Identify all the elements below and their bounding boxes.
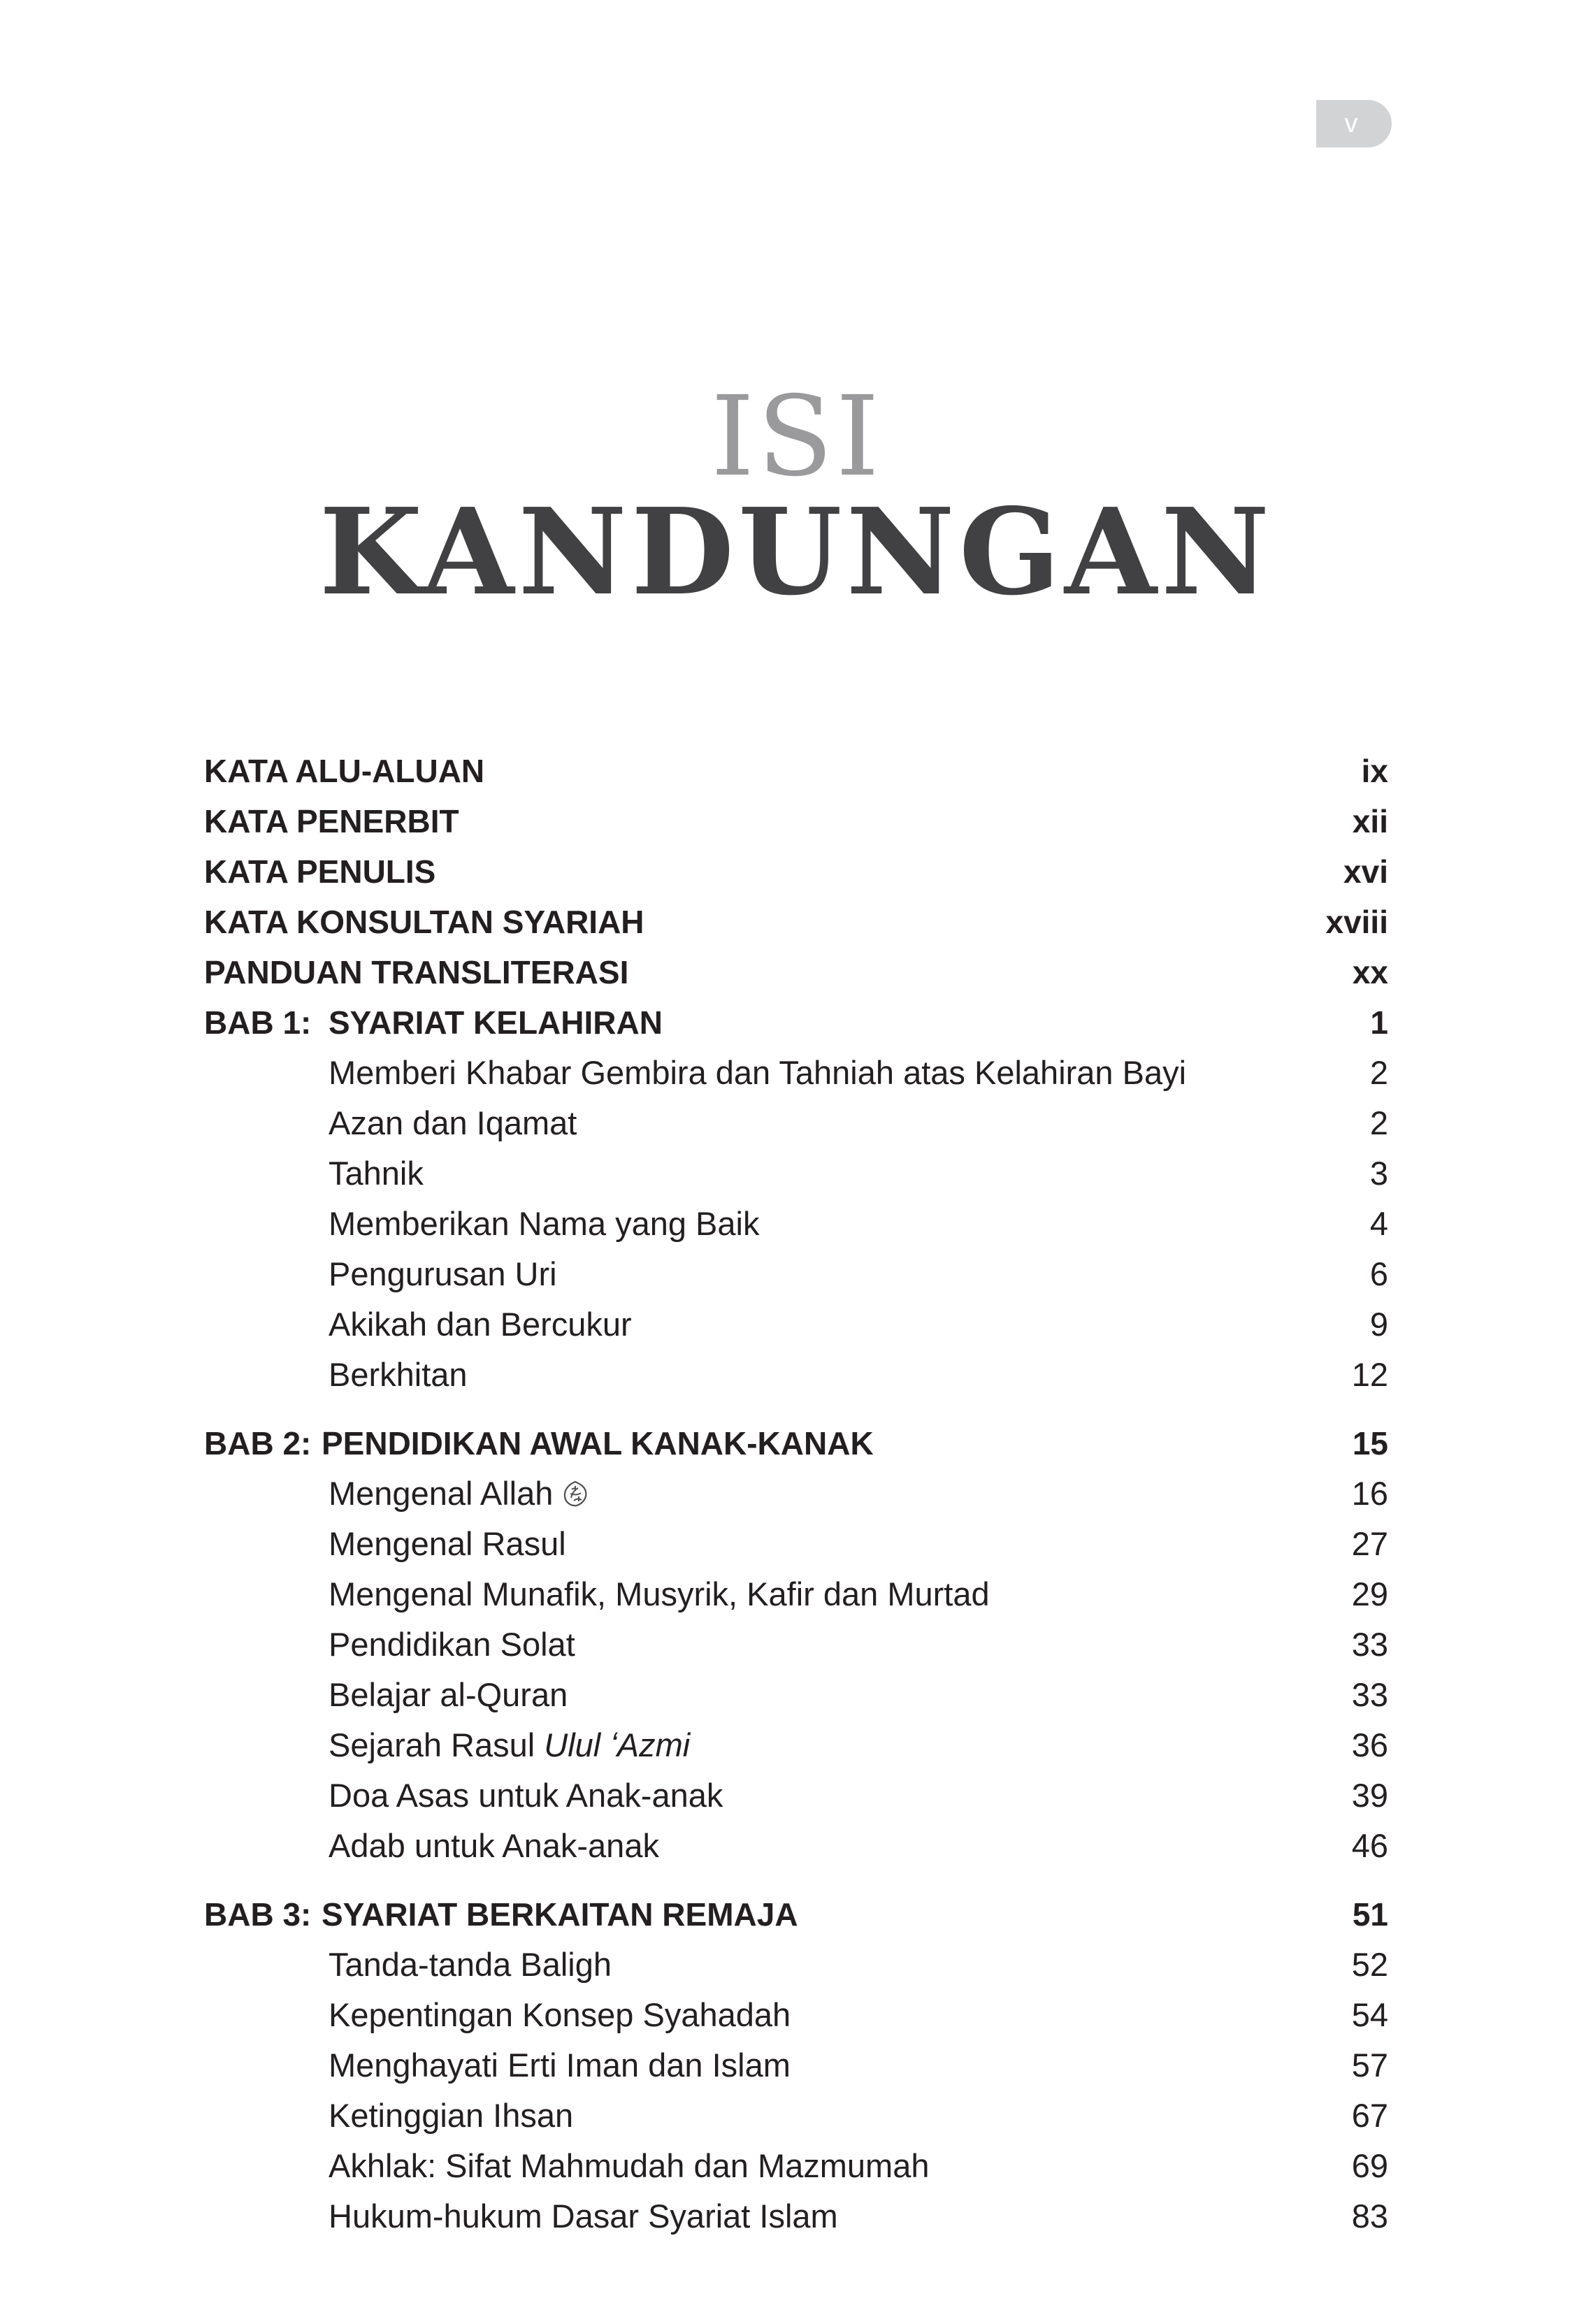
toc-entry-page: ix <box>1361 753 1388 789</box>
toc-section[interactable] <box>204 1770 1388 1821</box>
toc-section[interactable] <box>204 1519 1388 1569</box>
toc-section-label: Berkhitan <box>329 1356 468 1393</box>
toc-section-page: 36 <box>1351 1726 1388 1763</box>
toc-section-page: 69 <box>1351 2147 1388 2184</box>
toc-section[interactable] <box>204 1821 1388 1871</box>
toc-section-page: 9 <box>1369 1306 1388 1343</box>
toc-section-label: Mengenal Rasul <box>329 1525 566 1562</box>
toc-section-label: Pengurusan Uri <box>329 1255 557 1292</box>
toc-section-label: Akhlak: Sifat Mahmudah dan Mazmumah <box>329 2147 930 2184</box>
toc-section[interactable] <box>204 1350 1388 1400</box>
toc-section[interactable] <box>204 1720 1388 1770</box>
toc-entry-label: PANDUAN TRANSLITERASI <box>204 954 629 990</box>
page-title-line1: ISI <box>710 373 883 501</box>
toc-section-label: Belajar al-Quran <box>329 1676 568 1713</box>
chapter-number: BAB 3: <box>204 1896 312 1933</box>
toc-section-page: 12 <box>1351 1356 1388 1393</box>
toc-section-label: Kepentingan Konsep Syahadah <box>329 1996 791 2033</box>
chapter-page: 51 <box>1352 1896 1388 1933</box>
chapter-number: BAB 1: <box>204 1004 312 1041</box>
toc-section-label: Adab untuk Anak-anak <box>329 1827 659 1864</box>
chapter-page: 1 <box>1370 1004 1388 1041</box>
toc-section-page: 4 <box>1369 1205 1388 1242</box>
toc-section-page: 46 <box>1351 1827 1388 1864</box>
toc-chapter-bab-2[interactable] <box>204 1418 1388 1468</box>
toc-section-label: Mengenal Allah <box>329 1475 554 1512</box>
toc-section-page: 57 <box>1351 2047 1388 2084</box>
toc-entry-kata-penerbit[interactable] <box>204 796 1388 846</box>
toc-section-page: 27 <box>1351 1525 1388 1562</box>
toc-section[interactable] <box>204 1468 1388 1519</box>
toc-section-page: 83 <box>1351 2197 1388 2235</box>
toc-section-page: 52 <box>1351 1946 1388 1983</box>
toc-section-label: Azan dan Iqamat <box>329 1104 577 1141</box>
toc-section[interactable] <box>204 2191 1388 2242</box>
chapter-number: BAB 2: <box>204 1425 312 1461</box>
toc-section-page: 33 <box>1351 1676 1388 1713</box>
toc-entry-page: xvi <box>1343 853 1388 890</box>
toc-section-label: Tahnik <box>329 1155 424 1192</box>
toc-section[interactable] <box>204 1249 1388 1299</box>
toc-section[interactable] <box>204 1940 1388 1990</box>
toc-section-page: 6 <box>1369 1255 1388 1292</box>
toc-entry-page: xii <box>1352 803 1388 839</box>
toc-section-page: 39 <box>1351 1777 1388 1814</box>
toc-entry-label: KATA PENULIS <box>204 853 436 890</box>
table-of-contents <box>204 746 1388 2242</box>
toc-section-label-italic: Ulul ʻAzmi <box>544 1726 691 1763</box>
toc-entry-panduan-transliterasi[interactable] <box>204 947 1388 997</box>
chapter-title: SYARIAT KELAHIRAN <box>329 1004 663 1041</box>
toc-section[interactable] <box>204 1990 1388 2040</box>
toc-section[interactable] <box>204 2091 1388 2141</box>
toc-section[interactable] <box>204 1299 1388 1350</box>
chapter-title: SYARIAT BERKAITAN REMAJA <box>322 1896 798 1933</box>
page-title-line2: KANDUNGAN <box>319 482 1274 622</box>
toc-entry-label: KATA PENERBIT <box>204 803 459 839</box>
chapter-title: PENDIDIKAN AWAL KANAK-KANAK <box>322 1425 874 1461</box>
toc-section-label: Ketinggian Ihsan <box>329 2097 574 2134</box>
toc-section-page: 54 <box>1351 1996 1388 2033</box>
toc-section[interactable] <box>204 1148 1388 1199</box>
calligraphy-seal-icon <box>561 1480 589 1508</box>
toc-entry-label: KATA KONSULTAN SYARIAH <box>204 904 644 940</box>
page-number-tab: v <box>1316 100 1392 147</box>
toc-section-label: Doa Asas untuk Anak-anak <box>329 1777 723 1814</box>
toc-section-label: Memberikan Nama yang Baik <box>329 1205 760 1242</box>
toc-entry-page: xviii <box>1325 904 1388 940</box>
toc-section[interactable] <box>204 1670 1388 1720</box>
toc-section-label: Menghayati Erti Iman dan Islam <box>329 2047 791 2084</box>
toc-chapter-bab-3[interactable] <box>204 1889 1388 1940</box>
toc-section-label: Hukum-hukum Dasar Syariat Islam <box>329 2197 838 2235</box>
toc-section[interactable] <box>204 1199 1388 1249</box>
toc-section-label: Akikah dan Bercukur <box>329 1306 632 1343</box>
toc-section[interactable] <box>204 1569 1388 1619</box>
chapter-page: 15 <box>1352 1425 1388 1461</box>
toc-section-label: Tanda-tanda Baligh <box>329 1946 612 1983</box>
toc-entry-label: KATA ALU-ALUAN <box>204 753 485 789</box>
toc-section-page: 3 <box>1369 1155 1388 1192</box>
toc-entry-kata-penulis[interactable] <box>204 846 1388 897</box>
toc-section-label-wrap <box>329 1720 690 1770</box>
toc-section-page: 33 <box>1351 1626 1388 1663</box>
toc-section[interactable] <box>204 2040 1388 2091</box>
toc-section[interactable] <box>204 2141 1388 2191</box>
toc-section-label-prefix: Sejarah Rasul <box>329 1726 545 1763</box>
toc-section-page: 67 <box>1351 2097 1388 2134</box>
toc-entry-kata-konsultan-syariah[interactable] <box>204 897 1388 947</box>
toc-section-page: 29 <box>1351 1575 1388 1612</box>
toc-entry-page: xx <box>1352 954 1388 990</box>
toc-section-page: 2 <box>1369 1104 1388 1141</box>
toc-chapter-bab-1[interactable] <box>204 997 1388 1048</box>
toc-section[interactable] <box>204 1619 1388 1670</box>
toc-section-label-wrap <box>329 1468 589 1519</box>
toc-section-label: Mengenal Munafik, Musyrik, Kafir dan Murtad <box>329 1575 990 1612</box>
toc-section-label: Memberi Khabar Gembira dan Tahniah atas Kelahiran Bayi <box>329 1054 1187 1091</box>
toc-section[interactable] <box>204 1098 1388 1148</box>
toc-section-page: 2 <box>1369 1054 1388 1091</box>
toc-section-page: 16 <box>1351 1475 1388 1512</box>
toc-section[interactable] <box>204 1048 1388 1098</box>
toc-section-label: Pendidikan Solat <box>329 1626 575 1663</box>
toc-entry-kata-alu-aluan[interactable] <box>204 746 1388 796</box>
